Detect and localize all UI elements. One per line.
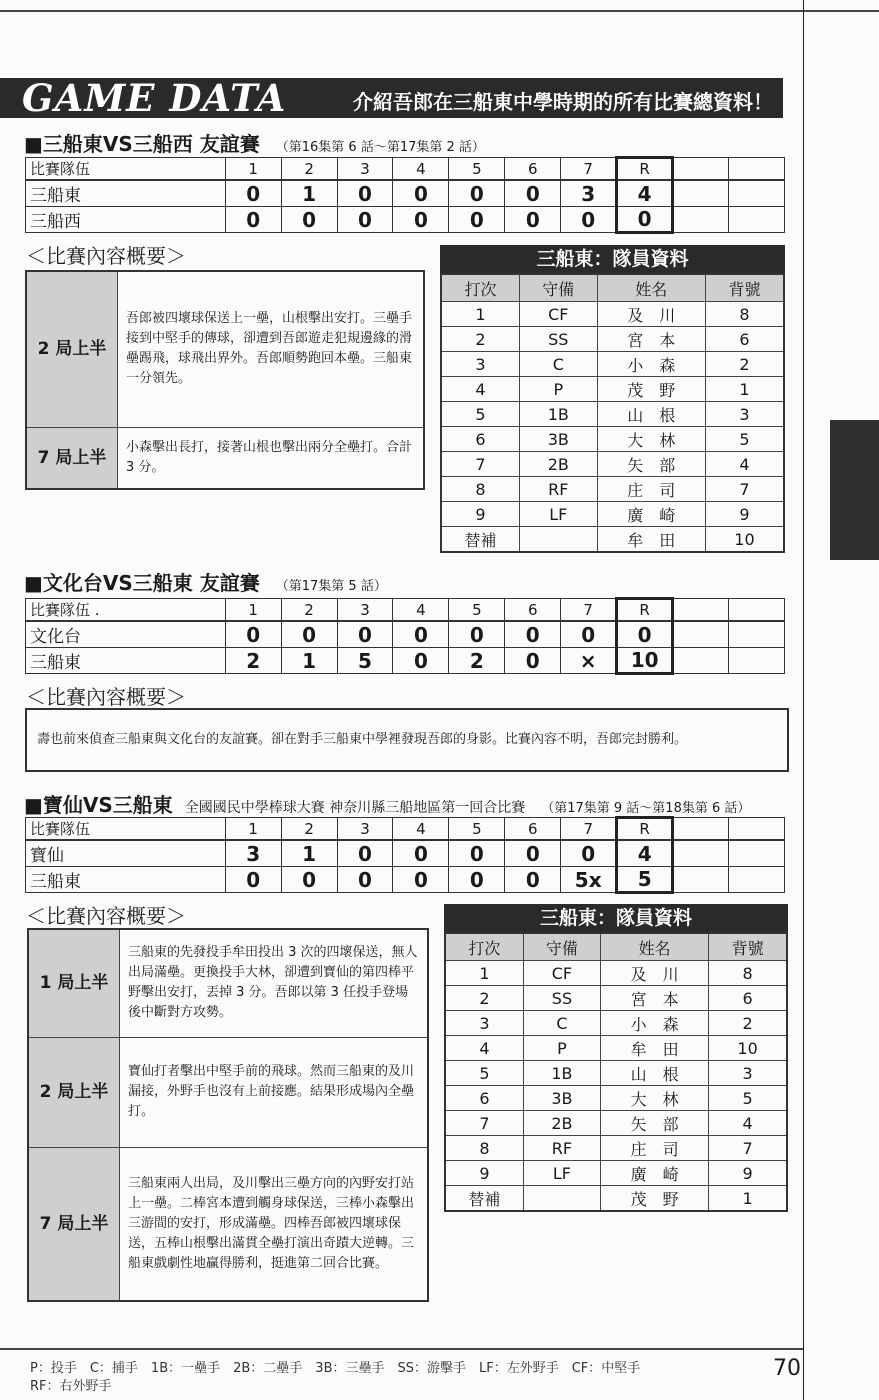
- jersey-number: 4: [705, 452, 784, 477]
- inning-score: 0: [337, 207, 393, 233]
- batting-order: 9: [441, 502, 520, 527]
- inning-score: 0: [225, 207, 281, 233]
- empty-cell: [673, 180, 729, 207]
- col-header: 打次: [445, 933, 523, 961]
- jersey-number: 3: [705, 402, 784, 427]
- inning-score: 0: [225, 621, 281, 648]
- position: 1B: [523, 1061, 600, 1086]
- jersey-number: 7: [705, 477, 784, 502]
- empty-cell: [729, 840, 785, 867]
- banner-subtitle: 介紹吾郎在三船東中學時期的所有比賽總資料！: [353, 90, 773, 114]
- jersey-number: 6: [705, 327, 784, 352]
- score-header-row: [26, 158, 785, 181]
- inning-score: 0: [337, 840, 393, 867]
- inning-header: 1: [225, 599, 281, 622]
- position: RF: [523, 1136, 600, 1161]
- position: C: [523, 1011, 600, 1036]
- roster-row: [441, 452, 784, 477]
- roster-row: [441, 327, 784, 352]
- position: RF: [520, 477, 597, 502]
- bottom-rule: [0, 1348, 803, 1350]
- inning-score: 2: [225, 648, 281, 674]
- batting-order: 8: [441, 477, 520, 502]
- page-number: 70: [773, 1356, 801, 1381]
- team-row: [26, 621, 785, 648]
- team-row: [26, 180, 785, 207]
- batting-order: 5: [441, 402, 520, 427]
- roster-row: [441, 477, 784, 502]
- player-name: 茂 野: [597, 377, 705, 402]
- inning-header: 2: [281, 818, 337, 841]
- total-runs: 10: [617, 648, 673, 674]
- jersey-number: 5: [709, 1086, 787, 1111]
- legend-line: RF：右外野手: [30, 1379, 112, 1394]
- batting-order: 2: [441, 327, 520, 352]
- inning-score: ×: [561, 648, 617, 674]
- batting-order: 2: [445, 986, 523, 1011]
- col-header: 守備: [520, 274, 597, 302]
- batting-order: 5: [445, 1061, 523, 1086]
- inning-header: 1: [225, 818, 281, 841]
- inning-header: 3: [337, 599, 393, 622]
- jersey-number: 1: [709, 1186, 787, 1212]
- player-name: 矢 部: [601, 1111, 709, 1136]
- inning-header: 4: [393, 158, 449, 181]
- position: CF: [523, 961, 600, 986]
- roster-body: [445, 961, 787, 1212]
- roster-row: [445, 986, 787, 1011]
- position: 1B: [520, 402, 597, 427]
- inning-header: 7: [561, 818, 617, 841]
- inning-score: 5: [337, 648, 393, 674]
- roster-row: [441, 377, 784, 402]
- player-name: 小 森: [601, 1011, 709, 1036]
- jersey-number: 4: [709, 1111, 787, 1136]
- roster-title: 三船東：隊員資料: [440, 245, 785, 273]
- roster-row: [445, 961, 787, 986]
- total-runs: 0: [617, 207, 673, 233]
- team-row: [26, 207, 785, 233]
- inning-label: 2 局上半: [26, 271, 118, 427]
- position: P: [523, 1036, 600, 1061]
- inning-score: 0: [505, 648, 561, 674]
- position: 2B: [523, 1111, 600, 1136]
- score-header-row: [26, 599, 785, 622]
- player-name: 宮 本: [601, 986, 709, 1011]
- jersey-number: 9: [705, 502, 784, 527]
- batting-order: 3: [445, 1011, 523, 1036]
- inning-text: 小森擊出長打，接著山根也擊出兩分全壘打。合計 3 分。: [118, 427, 425, 489]
- inning-score: 1: [281, 180, 337, 207]
- inning-header: 5: [449, 818, 505, 841]
- game-2-title: [24, 567, 387, 596]
- total-runs: 0: [617, 621, 673, 648]
- empty-cell: [673, 840, 729, 867]
- empty-cell: [673, 158, 729, 181]
- jersey-number: 10: [705, 527, 784, 553]
- batting-order: 3: [441, 352, 520, 377]
- col-header: 背號: [705, 274, 784, 302]
- inning-score: 0: [393, 867, 449, 893]
- position: SS: [520, 327, 597, 352]
- summary-heading: ＜比賽內容概要＞: [26, 685, 186, 709]
- episode-range: （第17集第 9 話～第18集第 6 話）: [541, 801, 751, 816]
- inning-score: 0: [393, 180, 449, 207]
- team-row: [26, 840, 785, 867]
- score-header-row: [26, 818, 785, 841]
- team-row: [26, 648, 785, 674]
- inning-score: 0: [393, 840, 449, 867]
- team-name: 寶仙: [26, 840, 226, 867]
- runs-header: R: [617, 599, 673, 622]
- player-name: 及 川: [601, 961, 709, 986]
- position: LF: [520, 502, 597, 527]
- empty-cell: [729, 648, 785, 674]
- position: SS: [523, 986, 600, 1011]
- col-header: 背號: [709, 933, 787, 961]
- team-name: 文化台: [26, 621, 226, 648]
- inning-score: 0: [561, 621, 617, 648]
- inning-score: 5x: [561, 867, 617, 893]
- empty-cell: [729, 599, 785, 622]
- inning-score: 0: [225, 867, 281, 893]
- banner-title: GAME DATA: [22, 76, 287, 120]
- jersey-number: 7: [709, 1136, 787, 1161]
- inning-score: 0: [449, 840, 505, 867]
- batting-order: 6: [441, 427, 520, 452]
- player-name: 宮 本: [597, 327, 705, 352]
- inning-header: 5: [449, 599, 505, 622]
- game-3-title: [24, 789, 750, 818]
- empty-cell: [728, 207, 784, 233]
- inning-score: 3: [561, 180, 617, 207]
- roster-row: [441, 502, 784, 527]
- col-header: 姓名: [597, 274, 705, 302]
- batting-order: 4: [441, 377, 520, 402]
- inning-label: 2 局上半: [28, 1037, 120, 1147]
- inning-score: 0: [505, 180, 561, 207]
- team-header: 比賽隊伍: [26, 158, 226, 181]
- team-header: 比賽隊伍: [26, 818, 226, 841]
- game-2-scoreboard: [25, 597, 785, 675]
- col-header: 打次: [441, 274, 520, 302]
- position: [520, 527, 597, 553]
- jersey-number: 6: [709, 986, 787, 1011]
- roster-row: [441, 302, 784, 327]
- runs-header: R: [617, 818, 673, 841]
- inning-label: 1 局上半: [28, 929, 120, 1037]
- inning-score: 0: [281, 621, 337, 648]
- inning-header: 7: [561, 158, 617, 181]
- inning-score: 0: [337, 867, 393, 893]
- game-title-text: ■寶仙VS三船東: [24, 793, 173, 817]
- jersey-number: 3: [709, 1061, 787, 1086]
- team-name: 三船西: [26, 207, 226, 233]
- inning-score: 0: [561, 207, 617, 233]
- inning-score: 0: [393, 207, 449, 233]
- roster-row: [445, 1061, 787, 1086]
- inning-header: 1: [225, 158, 281, 181]
- inning-header: 2: [281, 158, 337, 181]
- player-name: 廣 崎: [597, 502, 705, 527]
- summary-heading: ＜比賽內容概要＞: [26, 904, 186, 928]
- batting-order: 1: [445, 961, 523, 986]
- inning-score: 0: [393, 648, 449, 674]
- empty-cell: [673, 599, 729, 622]
- empty-cell: [673, 818, 729, 841]
- jersey-number: 5: [705, 427, 784, 452]
- jersey-number: 10: [709, 1036, 787, 1061]
- roster-row: [441, 427, 784, 452]
- inning-score: 3: [225, 840, 281, 867]
- inning-score: 0: [505, 621, 561, 648]
- banner: [0, 78, 783, 118]
- empty-cell: [729, 818, 785, 841]
- inning-score: 0: [337, 180, 393, 207]
- game-3-scoreboard: [25, 816, 785, 894]
- team-name: 三船東: [26, 180, 226, 207]
- legend-line: P：投手 C：捕手 1B：一壘手 2B：二壘手 3B：三壘手 SS：游擊手 LF：左外野手 CF：中堅手: [30, 1361, 641, 1376]
- inning-score: 0: [505, 867, 561, 893]
- roster-row: [445, 1136, 787, 1161]
- inning-score: 0: [281, 867, 337, 893]
- inning-score: 1: [281, 648, 337, 674]
- batting-order: 7: [441, 452, 520, 477]
- inning-score: 0: [225, 180, 281, 207]
- inning-header: 5: [449, 158, 505, 181]
- game-3-inning-summary: [27, 928, 429, 1302]
- inning-label: 7 局上半: [26, 427, 118, 489]
- batting-order: 1: [441, 302, 520, 327]
- inning-label: 7 局上半: [28, 1147, 120, 1301]
- position: P: [520, 377, 597, 402]
- empty-cell: [673, 867, 729, 893]
- top-rule: [0, 10, 879, 12]
- inning-score: 0: [505, 207, 561, 233]
- summary-heading: ＜比賽內容概要＞: [26, 244, 186, 268]
- summary-row: [28, 929, 428, 1037]
- empty-cell: [673, 207, 729, 233]
- player-name: 山 根: [601, 1061, 709, 1086]
- page-margin-rule: [803, 0, 804, 1400]
- position: [523, 1186, 600, 1212]
- empty-cell: [729, 621, 785, 648]
- inning-score: 1: [281, 840, 337, 867]
- player-name: 牟 田: [601, 1036, 709, 1061]
- inning-score: 0: [505, 840, 561, 867]
- runs-header: R: [617, 158, 673, 181]
- summary-row: [28, 1037, 428, 1147]
- player-name: 庄 司: [601, 1136, 709, 1161]
- inning-text: 三船東的先發投手牟田投出 3 次的四壞保送，無人出局滿壘。更換投手大林，卻遭到寶仙的第四棒平野擊出安打，丟掉 3 分。吾郎以第 3 任投手登場後中斷對方攻勢。: [120, 929, 429, 1037]
- roster-row: [445, 1186, 787, 1212]
- roster-row: [441, 402, 784, 427]
- player-name: 廣 崎: [601, 1161, 709, 1186]
- inning-header: 6: [505, 818, 561, 841]
- empty-cell: [728, 158, 784, 181]
- roster-row: [445, 1011, 787, 1036]
- batting-order: 4: [445, 1036, 523, 1061]
- inning-text: 三船東兩人出局，及川擊出三壘方向的內野安打站上一壘。二棒宮本遭到觸身球保送，三棒小森擊出三游間的安打，形成滿壘。四棒吾郎被四壞球保送，五棒山根擊出滿貫全壘打演出奇蹟大逆轉。三船東戲劇性地贏得勝利，挺進第二回合比賽。: [120, 1147, 429, 1301]
- inning-header: 6: [505, 599, 561, 622]
- empty-cell: [673, 621, 729, 648]
- player-name: 及 川: [597, 302, 705, 327]
- batting-order: 8: [445, 1136, 523, 1161]
- player-name: 矢 部: [597, 452, 705, 477]
- roster-row: [441, 527, 784, 553]
- game-1-scoreboard: [25, 156, 785, 234]
- empty-cell: [673, 648, 729, 674]
- inning-header: 3: [337, 158, 393, 181]
- episode-range: （第16集第 6 話～第17集第 2 話）: [275, 140, 485, 155]
- jersey-number: 2: [705, 352, 784, 377]
- total-runs: 4: [617, 180, 673, 207]
- position: C: [520, 352, 597, 377]
- empty-cell: [729, 867, 785, 893]
- inning-header: 4: [393, 599, 449, 622]
- inning-score: 0: [337, 621, 393, 648]
- player-name: 茂 野: [601, 1186, 709, 1212]
- game-title-text: ■三船東VS三船西 友誼賽: [24, 132, 260, 156]
- inning-score: 2: [449, 648, 505, 674]
- jersey-number: 1: [705, 377, 784, 402]
- player-name: 牟 田: [597, 527, 705, 553]
- jersey-number: 9: [709, 1161, 787, 1186]
- game-title-text: ■文化台VS三船東 友誼賽: [24, 571, 260, 595]
- player-name: 大 林: [597, 427, 705, 452]
- total-runs: 4: [617, 840, 673, 867]
- roster-header: [445, 933, 787, 961]
- team-name: 三船東: [26, 648, 226, 674]
- inning-header: 4: [393, 818, 449, 841]
- inning-score: 0: [561, 840, 617, 867]
- game-1-roster: [440, 245, 785, 553]
- total-runs: 5: [617, 867, 673, 893]
- inning-text: 寶仙打者擊出中堅手前的飛球。然而三船東的及川漏接，外野手也沒有上前接應。結果形成場內全壘打。: [120, 1037, 429, 1147]
- inning-score: 0: [449, 621, 505, 648]
- position: 3B: [523, 1086, 600, 1111]
- team-name: 三船東: [26, 867, 226, 893]
- inning-score: 0: [449, 180, 505, 207]
- inning-score: 0: [281, 207, 337, 233]
- batting-order: 9: [445, 1161, 523, 1186]
- game-2-summary: 壽也前來偵查三船東與文化台的友誼賽。卻在對手三船東中學裡發現吾郎的身影。比賽內容不明，吾郎完封勝利。: [25, 708, 789, 772]
- game-1-inning-summary: [25, 270, 425, 490]
- jersey-number: 8: [705, 302, 784, 327]
- inning-header: 3: [337, 818, 393, 841]
- batting-order: 替補: [445, 1186, 523, 1212]
- position: 2B: [520, 452, 597, 477]
- inning-score: 0: [449, 207, 505, 233]
- roster-row: [445, 1086, 787, 1111]
- game-1-title: [24, 128, 485, 157]
- roster-title: 三船東：隊員資料: [444, 904, 788, 932]
- position: LF: [523, 1161, 600, 1186]
- col-header: 姓名: [601, 933, 709, 961]
- chapter-tab: [830, 420, 879, 560]
- roster-row: [445, 1111, 787, 1136]
- position: CF: [520, 302, 597, 327]
- player-name: 大 林: [601, 1086, 709, 1111]
- inning-text: 吾郎被四壞球保送上一壘，山根擊出安打。三壘手接到中堅手的傳球，卻遭到吾郎遊走犯規邊緣的滑壘踢飛，球飛出界外。吾郎順勢跑回本壘。三船東一分領先。: [118, 271, 425, 427]
- inning-header: 7: [561, 599, 617, 622]
- roster-row: [441, 352, 784, 377]
- empty-cell: [728, 180, 784, 207]
- player-name: 庄 司: [597, 477, 705, 502]
- batting-order: 7: [445, 1111, 523, 1136]
- position: 3B: [520, 427, 597, 452]
- col-header: 守備: [523, 933, 600, 961]
- team-header: 比賽隊伍 .: [26, 599, 226, 622]
- position-legend: [30, 1360, 640, 1396]
- player-name: 山 根: [597, 402, 705, 427]
- inning-score: 0: [449, 867, 505, 893]
- roster-body: [441, 302, 784, 553]
- roster-row: [445, 1161, 787, 1186]
- competition-name: 全國國民中學棒球大賽 神奈川縣三船地區第一回合比賽: [184, 800, 526, 816]
- batting-order: 替補: [441, 527, 520, 553]
- game-3-roster: [444, 904, 788, 1212]
- player-name: 小 森: [597, 352, 705, 377]
- jersey-number: 8: [709, 961, 787, 986]
- inning-header: 6: [505, 158, 561, 181]
- batting-order: 6: [445, 1086, 523, 1111]
- roster-header: [441, 274, 784, 302]
- summary-row: [26, 271, 424, 427]
- roster-row: [445, 1036, 787, 1061]
- jersey-number: 2: [709, 1011, 787, 1036]
- team-row: [26, 867, 785, 893]
- summary-row: [26, 427, 424, 489]
- episode-range: （第17集第 5 話）: [275, 579, 387, 594]
- inning-header: 2: [281, 599, 337, 622]
- summary-row: [28, 1147, 428, 1301]
- inning-score: 0: [393, 621, 449, 648]
